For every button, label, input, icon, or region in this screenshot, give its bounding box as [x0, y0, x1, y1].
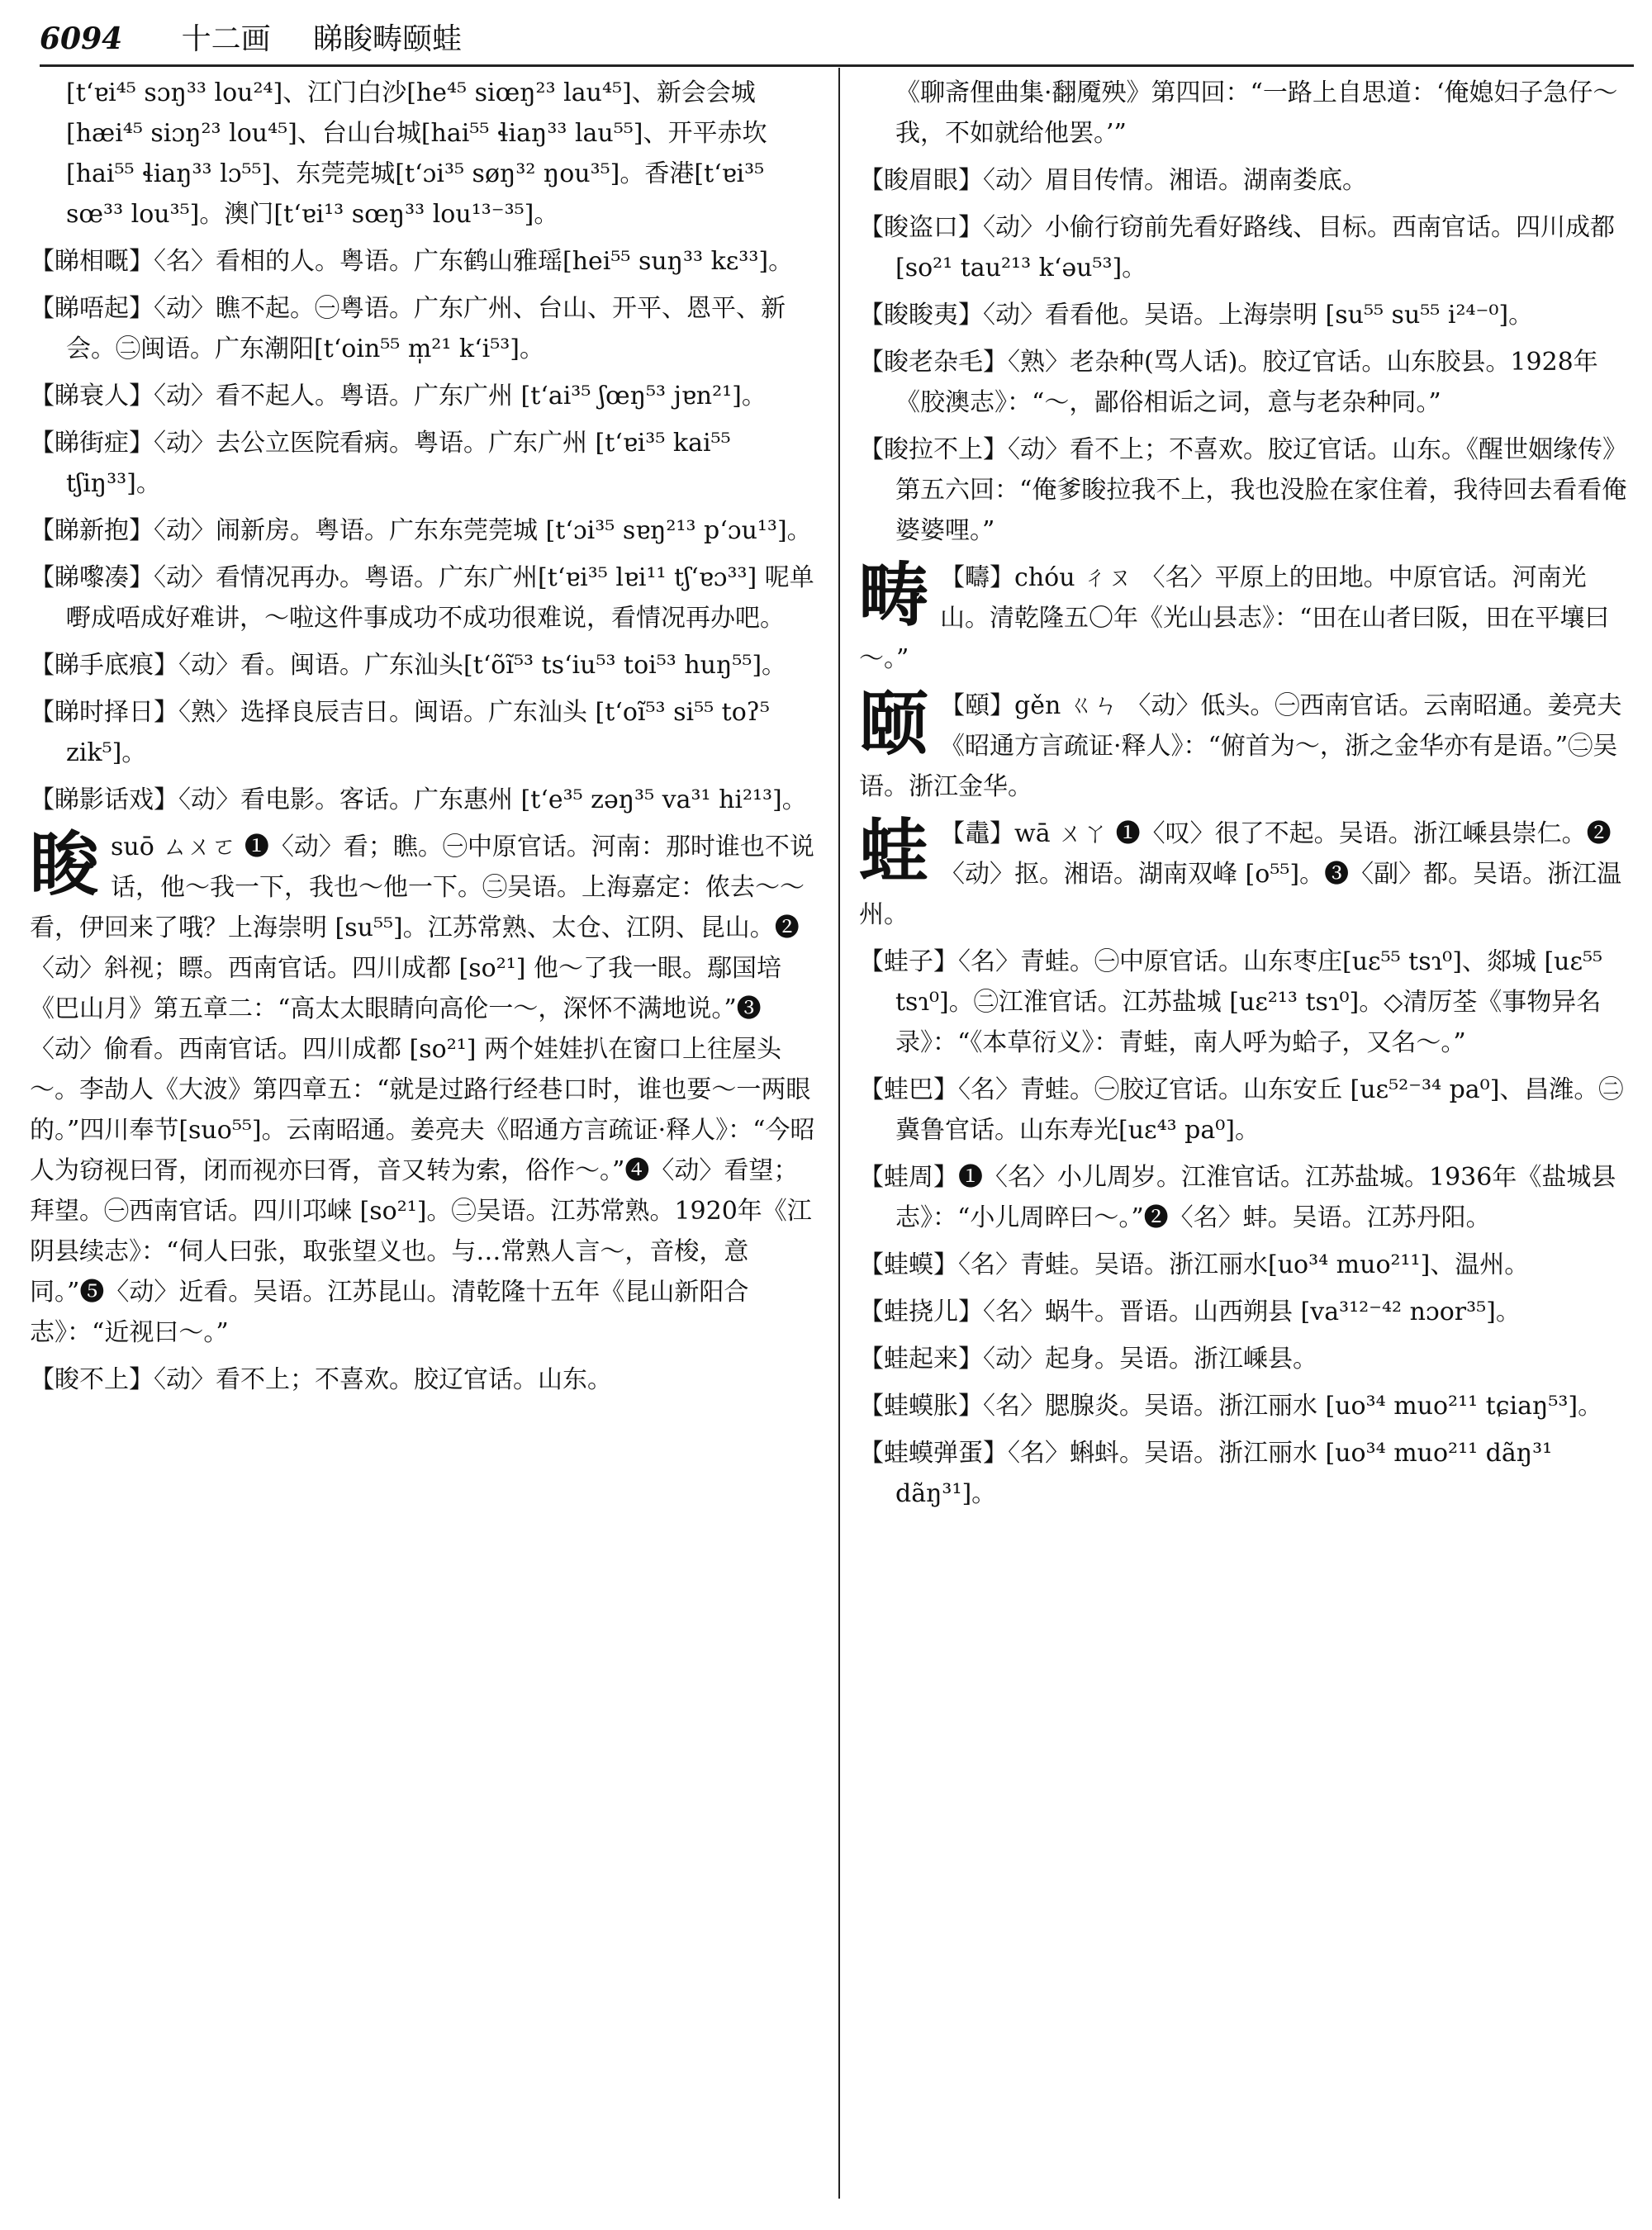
column-divider: [838, 68, 840, 2199]
running-header: [40, 18, 1634, 67]
entry: 【蛙巴】〈名〉青蛙。㊀胶辽官话。山东安丘 [uɛ⁵²⁻³⁴ pa⁰]、昌潍。㊁冀鲁官话。山东寿光[uɛ⁴³ pa⁰]。: [859, 1075, 1624, 1145]
entry: 【睃盗口】〈动〉小偷行窃前先看好路线、目标。西南官话。四川成都[so²¹ tau²¹³ kʻəu⁵³]。: [859, 213, 1615, 282]
entry: 【蛙蟆】〈名〉青蛙。吴语。浙江丽水[uo³⁴ muo²¹¹]、温州。: [859, 1250, 1530, 1279]
entry: 【睇新抱】〈动〉闹新房。粤语。广东东莞莞城 [tʻɔi³⁵ sɐŋ²¹³ pʻɔu¹³]。: [30, 516, 812, 545]
entry: 【睃眉眼】〈动〉眉目传情。湘语。湖南娄底。: [859, 166, 1367, 195]
page-number: 6094: [40, 21, 123, 56]
entry: 【睇街症】〈动〉去公立医院看病。粤语。广东广州 [tʻɐi³⁵ kai⁵⁵ tʃiŋ³³]。: [30, 429, 731, 498]
head-character-definition: 【鼃】wā ㄨㄚ ❶〈叹〉很了不起。吴语。浙江嵊县崇仁。❷〈动〉抠。湘语。湖南双峰 [o⁵⁵]。❸〈副〉都。吴语。浙江温州。: [859, 819, 1622, 929]
entry: 【睃不上】〈动〉看不上；不喜欢。胶辽官话。山东。: [30, 1365, 612, 1394]
head-character-entry: [859, 814, 1631, 935]
head-character-entry: [859, 686, 1631, 807]
head-character: 畴: [859, 558, 929, 636]
head-character-entry: [859, 558, 1631, 679]
entry: 【蛙蟆胀】〈名〉腮腺炎。吴语。浙江丽水 [uo³⁴ muo²¹¹ tɕiaŋ⁵³]。: [859, 1392, 1603, 1421]
entry: 【睇衰人】〈动〉看不起人。粤语。广东广州 [tʻai³⁵ ʃœŋ⁵³ jɐn²¹]。: [30, 382, 767, 410]
entry: 【睃拉不上】〈动〉看不上；不喜欢。胶辽官话。山东。《醒世姻缘传》第五六回：“俺爹睃拉我不上，我也没脸在家住着，我待回去看看俺婆婆哩。”: [859, 435, 1627, 545]
head-character: 蛙: [859, 814, 929, 892]
entry-continuation: [tʻɐi⁴⁵ sɔŋ³³ lou²⁴]、江门白沙[he⁴⁵ siœŋ²³ lau⁴⁵]、新会会城[hæi⁴⁵ siɔŋ²³ lou⁴⁵]、台山台城[hai⁵⁵ ɬiaŋ³³ lau⁵⁵]、开平赤坎[hai⁵⁵ ɬiaŋ³³ lɔ⁵⁵]、东莞莞城[tʻɔi³⁵ søŋ³² ŋou³⁵]。香港[tʻɐi³⁵ sœ³³ lou³⁵]。澳门[tʻɐi¹³ sœŋ³³ lou¹³⁻³⁵]。: [66, 78, 767, 229]
header-headchars: 睇睃畴颐蛙: [313, 22, 463, 56]
left-column: [30, 73, 823, 2212]
entry: 【蛙起来】〈动〉起身。吴语。浙江嵊县。: [859, 1345, 1317, 1374]
head-character: 颐: [859, 686, 929, 764]
entry: 【睃老杂毛】〈熟〉老杂种(骂人话)。胶辽官话。山东胶县。1928年《胶澳志》：“～，鄙俗相诟之词，意与老杂种同。”: [859, 348, 1598, 417]
entry: 【睇唔起】〈动〉瞧不起。㊀粤语。广东广州、台山、开平、恩平、新会。㊁闽语。广东潮阳[tʻoin⁵⁵ m̩²¹ kʻi⁵³]。: [30, 294, 786, 363]
head-character-entry: [30, 827, 823, 1353]
head-character-definition: 【頤】gěn ㄍㄣ 〈动〉低头。㊀西南官话。云南昭通。姜亮夫《昭通方言疏证·释人》：“俯首为～，浙之金华亦有是语。”㊁吴语。浙江金华。: [859, 691, 1622, 801]
entry: 【睃睃夷】〈动〉看看他。吴语。上海崇明 [su⁵⁵ su⁵⁵ i²⁴⁻⁰]。: [859, 301, 1534, 330]
header-section: 十二画: [181, 22, 271, 56]
entry: 【睇影话戏】〈动〉看电影。客话。广东惠州 [tʻe³⁵ zəŋ³⁵ va³¹ hi²¹³]。: [30, 785, 807, 814]
entry: 【睇手底痕】〈动〉看。闽语。广东汕头[tʻõĩ⁵³ tsʻiu⁵³ toi⁵³ huŋ⁵⁵]。: [30, 651, 787, 680]
entry: 【睇相嘅】〈名〉看相的人。粤语。广东鹤山雅瑶[hei⁵⁵ suŋ³³ kɛ³³]。: [30, 247, 794, 276]
entry: 【蛙蟆弹蛋】〈名〉蝌蚪。吴语。浙江丽水 [uo³⁴ muo²¹¹ dãŋ³¹ dãŋ³¹]。: [859, 1439, 1553, 1508]
right-column: [859, 73, 1631, 2212]
entry: 【蛙挠儿】〈名〉蜗牛。晋语。山西朔县 [va³¹²⁻⁴² nɔor³⁵]。: [859, 1298, 1521, 1326]
entry: 【蛙子】〈名〉青蛙。㊀中原官话。山东枣庄[uɛ⁵⁵ tsɿ⁰]、郯城 [uɛ⁵⁵ tsɿ⁰]。㊁江淮官话。江苏盐城 [uɛ²¹³ tsɿ⁰]。◇清厉荃《事物异名录》：“《本草衍义》：青蛙，南人呼为蛤子，又名～。”: [859, 947, 1603, 1057]
entry: 【睇时择日】〈熟〉选择良辰吉日。闽语。广东汕头 [tʻoĩ⁵³ si⁵⁵ toʔ⁵ zik⁵]。: [30, 698, 770, 767]
entry-continuation: 《聊斋俚曲集·翻魇殃》第四回：“一路上自思道：‘俺媳妇子急仔～我，不如就给他罢。’”: [895, 78, 1618, 148]
head-character-definition: 【疇】chóu ㄔㄡ 〈名〉平原上的田地。中原官话。河南光山。清乾隆五〇年《光山县志》：“田在山者曰阪，田在平壤曰～。”: [859, 563, 1610, 673]
head-character: 睃: [30, 827, 100, 905]
entry: 【睇嚟凑】〈动〉看情况再办。粤语。广东广州[tʻɐi³⁵ lɐi¹¹ tʃʻɐɔ³³] 呢单嘢成唔成好难讲，～啦这件事成功不成功很难说，看情况再办吧。: [30, 563, 814, 633]
entry: 【蛙周】❶〈名〉小儿周岁。江淮官话。江苏盐城。1936年《盐城县志》：“小儿周晬曰～。”❷〈名〉蚌。吴语。江苏丹阳。: [859, 1163, 1616, 1232]
head-character-definition: suō ㄙㄨㄛ ❶〈动〉看；瞧。㊀中原官话。河南：那时谁也不说话，他～我一下，我也～他一下。㊁吴语。上海嘉定：侬去～～看，伊回来了哦？上海崇明 [su⁵⁵]。江苏常熟、太仓、江阴、昆山。❷〈动〉斜视；瞟。西南官话。四川成都 [so²¹] 他～了我一眼。鄢国培《巴山月》第五章二：“高太太眼睛向高伦一～，深怀不满地说。”❸〈动〉偷看。西南官话。四川成都 [so²¹] 两个娃娃扒在窗口上往屋头～。李劼人《大波》第四章五：“就是过路行经巷口时，谁也要～一两眼的。”四川奉节[suo⁵⁵]。云南昭通。姜亮夫《昭通方言疏证·释人》：“今昭人为窃视曰胥，闭而视亦曰胥，音又转为索，俗作～。”❹〈动〉看望；拜望。㊀西南官话。四川邛崃 [so²¹]。㊁吴语。江苏常熟。1920年《江阴县续志》：“伺人曰张，取张望义也。与…常熟人言～，音梭，意同。”❺〈动〉近看。吴语。江苏昆山。清乾隆十五年《昆山新阳合志》：“近视曰～。”: [30, 833, 815, 1347]
